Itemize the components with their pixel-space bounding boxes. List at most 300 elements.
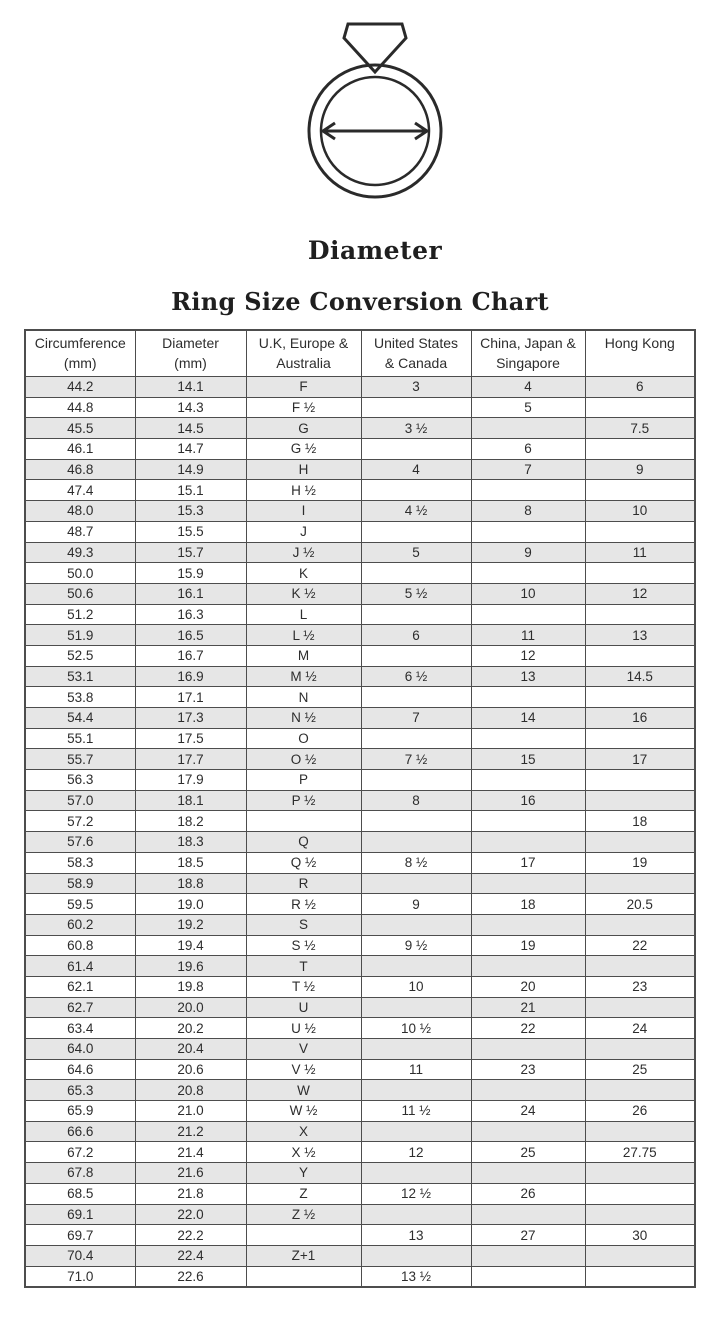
diameter-arrow-icon — [323, 123, 427, 139]
table-cell: N ½ — [246, 708, 361, 729]
table-cell — [361, 1121, 471, 1142]
table-cell: 24 — [585, 1018, 695, 1039]
table-cell: 6 ½ — [361, 666, 471, 687]
table-cell: 6 — [471, 439, 585, 460]
table-row — [25, 583, 695, 604]
table-row — [25, 687, 695, 708]
table-cell: 64.6 — [25, 1059, 135, 1080]
table-row — [25, 811, 695, 832]
table-cell — [246, 1225, 361, 1246]
table-cell — [585, 997, 695, 1018]
table-cell: 19 — [585, 852, 695, 873]
table-cell: 71.0 — [25, 1266, 135, 1287]
table-row — [25, 521, 695, 542]
table-cell — [585, 1204, 695, 1225]
table-cell: 64.0 — [25, 1039, 135, 1060]
ring-diagram — [255, 12, 495, 265]
table-cell — [471, 604, 585, 625]
table-cell: 10 — [471, 583, 585, 604]
table-cell: 4 ½ — [361, 501, 471, 522]
table-cell: 20.6 — [135, 1059, 246, 1080]
table-row — [25, 1204, 695, 1225]
table-cell: 21.4 — [135, 1142, 246, 1163]
table-cell: 16 — [585, 708, 695, 729]
table-row — [25, 935, 695, 956]
table-cell — [585, 914, 695, 935]
table-cell — [246, 811, 361, 832]
table-cell — [585, 1266, 695, 1287]
table-row — [25, 749, 695, 770]
table-cell: R — [246, 873, 361, 894]
table-cell: 67.2 — [25, 1142, 135, 1163]
table-cell: 55.1 — [25, 728, 135, 749]
table-row — [25, 1059, 695, 1080]
table-row — [25, 852, 695, 873]
table-row — [25, 563, 695, 584]
table-cell: 26 — [471, 1183, 585, 1204]
chart-title: Ring Size Conversion Chart — [171, 287, 549, 316]
table-cell: 46.8 — [25, 459, 135, 480]
table-cell: 18.5 — [135, 852, 246, 873]
table-cell: 20.5 — [585, 894, 695, 915]
table-cell: 4 — [361, 459, 471, 480]
table-cell: 21.8 — [135, 1183, 246, 1204]
table-row — [25, 790, 695, 811]
table-cell: 22.2 — [135, 1225, 246, 1246]
table-cell: 16.7 — [135, 645, 246, 666]
table-cell: 57.2 — [25, 811, 135, 832]
table-row — [25, 439, 695, 460]
table-cell: 59.5 — [25, 894, 135, 915]
table-cell: F — [246, 377, 361, 398]
table-cell: 17 — [471, 852, 585, 873]
table-cell — [471, 1080, 585, 1101]
table-cell: Z+1 — [246, 1245, 361, 1266]
table-cell: M — [246, 645, 361, 666]
table-cell: N — [246, 687, 361, 708]
table-cell: 14.5 — [135, 418, 246, 439]
table-cell — [585, 1039, 695, 1060]
table-cell — [361, 770, 471, 791]
table-cell: Q ½ — [246, 852, 361, 873]
table-cell: 13 — [361, 1225, 471, 1246]
table-cell: 23 — [471, 1059, 585, 1080]
table-cell: 22.4 — [135, 1245, 246, 1266]
table-cell: 20.2 — [135, 1018, 246, 1039]
table-cell: 48.0 — [25, 501, 135, 522]
table-row — [25, 1142, 695, 1163]
table-cell: 65.3 — [25, 1080, 135, 1101]
table-cell: 19.6 — [135, 956, 246, 977]
table-cell: 14.5 — [585, 666, 695, 687]
table-cell — [585, 770, 695, 791]
table-cell: 27 — [471, 1225, 585, 1246]
table-cell: R ½ — [246, 894, 361, 915]
table-cell: 23 — [585, 976, 695, 997]
table-cell: 69.1 — [25, 1204, 135, 1225]
table-row — [25, 1266, 695, 1287]
table-cell: 58.9 — [25, 873, 135, 894]
table-cell: M ½ — [246, 666, 361, 687]
table-row — [25, 1080, 695, 1101]
table-cell: 49.3 — [25, 542, 135, 563]
table-cell: 15 — [471, 749, 585, 770]
table-cell — [585, 645, 695, 666]
table-cell: 63.4 — [25, 1018, 135, 1039]
table-cell: 17.1 — [135, 687, 246, 708]
table-cell: 69.7 — [25, 1225, 135, 1246]
table-cell: 7 — [471, 459, 585, 480]
table-cell — [585, 563, 695, 584]
table-cell — [471, 563, 585, 584]
table-cell: W — [246, 1080, 361, 1101]
table-cell: 9 — [585, 459, 695, 480]
table-cell: 21.2 — [135, 1121, 246, 1142]
table-row — [25, 976, 695, 997]
table-cell: 18 — [585, 811, 695, 832]
table-cell: 57.0 — [25, 790, 135, 811]
table-cell — [585, 956, 695, 977]
table-cell: T ½ — [246, 976, 361, 997]
table-cell: W ½ — [246, 1101, 361, 1122]
table-cell — [471, 521, 585, 542]
table-cell — [585, 687, 695, 708]
table-cell — [471, 728, 585, 749]
table-cell: O — [246, 728, 361, 749]
table-row — [25, 956, 695, 977]
table-cell: U ½ — [246, 1018, 361, 1039]
table-cell — [471, 418, 585, 439]
table-row — [25, 1225, 695, 1246]
table-cell — [585, 832, 695, 853]
table-cell: 60.2 — [25, 914, 135, 935]
table-cell — [471, 1245, 585, 1266]
table-row — [25, 1183, 695, 1204]
table-cell — [361, 728, 471, 749]
table-cell — [585, 1183, 695, 1204]
table-cell: 12 — [471, 645, 585, 666]
table-cell: 25 — [585, 1059, 695, 1080]
table-cell: 22 — [585, 935, 695, 956]
table-cell — [361, 997, 471, 1018]
table-cell: 17.5 — [135, 728, 246, 749]
table-cell: 9 ½ — [361, 935, 471, 956]
table-cell: 24 — [471, 1101, 585, 1122]
table-cell: 27.75 — [585, 1142, 695, 1163]
table-cell: G — [246, 418, 361, 439]
table-row — [25, 1101, 695, 1122]
table-cell: X — [246, 1121, 361, 1142]
table-cell: 17.3 — [135, 708, 246, 729]
table-cell — [585, 1163, 695, 1184]
column-header: China, Japan & Singapore — [471, 330, 585, 377]
table-cell: 14.3 — [135, 397, 246, 418]
column-header: Diameter (mm) — [135, 330, 246, 377]
table-cell: 25 — [471, 1142, 585, 1163]
table-cell: 57.6 — [25, 832, 135, 853]
table-cell: 16.5 — [135, 625, 246, 646]
table-cell — [471, 1204, 585, 1225]
table-cell: 3 ½ — [361, 418, 471, 439]
table-cell: V ½ — [246, 1059, 361, 1080]
table-cell: 5 — [471, 397, 585, 418]
table-row — [25, 708, 695, 729]
table-cell: 8 ½ — [361, 852, 471, 873]
table-cell: 15.1 — [135, 480, 246, 501]
table-row — [25, 542, 695, 563]
table-cell: 50.0 — [25, 563, 135, 584]
table-row — [25, 666, 695, 687]
table-cell: P ½ — [246, 790, 361, 811]
table-cell: 20.8 — [135, 1080, 246, 1101]
table-cell: 17.9 — [135, 770, 246, 791]
table-cell: 15.3 — [135, 501, 246, 522]
table-cell — [361, 397, 471, 418]
table-cell — [585, 790, 695, 811]
ring-size-chart-page — [0, 12, 720, 1288]
table-cell: 12 — [361, 1142, 471, 1163]
table-cell — [361, 1204, 471, 1225]
table-cell: J — [246, 521, 361, 542]
table-cell: 68.5 — [25, 1183, 135, 1204]
table-cell: 5 ½ — [361, 583, 471, 604]
table-cell: Q — [246, 832, 361, 853]
table-cell: 21.0 — [135, 1101, 246, 1122]
table-cell: 11 — [585, 542, 695, 563]
table-row — [25, 377, 695, 398]
table-cell: 20.4 — [135, 1039, 246, 1060]
table-cell: 48.7 — [25, 521, 135, 542]
table-cell — [585, 1080, 695, 1101]
table-cell: 17.7 — [135, 749, 246, 770]
table-cell: 10 — [585, 501, 695, 522]
table-cell — [471, 873, 585, 894]
table-cell: 12 — [585, 583, 695, 604]
table-cell: K — [246, 563, 361, 584]
table-cell: S ½ — [246, 935, 361, 956]
table-cell: 18.2 — [135, 811, 246, 832]
table-cell: 14 — [471, 708, 585, 729]
table-cell: 52.5 — [25, 645, 135, 666]
table-cell — [585, 521, 695, 542]
table-cell: 8 — [471, 501, 585, 522]
table-cell: 16.9 — [135, 666, 246, 687]
table-cell: 56.3 — [25, 770, 135, 791]
table-cell: 19.8 — [135, 976, 246, 997]
table-cell: X ½ — [246, 1142, 361, 1163]
table-cell — [471, 1039, 585, 1060]
table-cell: 13 ½ — [361, 1266, 471, 1287]
ring-size-conversion-table — [24, 329, 696, 1288]
table-cell: 58.3 — [25, 852, 135, 873]
table-cell: 18.1 — [135, 790, 246, 811]
table-row — [25, 1245, 695, 1266]
table-cell — [471, 832, 585, 853]
table-cell — [585, 873, 695, 894]
table-cell — [585, 1121, 695, 1142]
table-cell: 15.9 — [135, 563, 246, 584]
table-cell: 5 — [361, 542, 471, 563]
table-cell: 51.9 — [25, 625, 135, 646]
table-cell: 70.4 — [25, 1245, 135, 1266]
table-cell: 22 — [471, 1018, 585, 1039]
table-cell: F ½ — [246, 397, 361, 418]
table-cell: Y — [246, 1163, 361, 1184]
table-cell: 18.3 — [135, 832, 246, 853]
table-cell: 21.6 — [135, 1163, 246, 1184]
table-cell: 18 — [471, 894, 585, 915]
table-cell: O ½ — [246, 749, 361, 770]
table-cell: 54.4 — [25, 708, 135, 729]
table-cell: J ½ — [246, 542, 361, 563]
table-cell: 14.7 — [135, 439, 246, 460]
table-row — [25, 1121, 695, 1142]
table-cell — [361, 832, 471, 853]
table-cell: S — [246, 914, 361, 935]
table-cell: 19 — [471, 935, 585, 956]
table-cell — [471, 687, 585, 708]
table-row — [25, 1039, 695, 1060]
table-cell: T — [246, 956, 361, 977]
table-cell — [471, 1121, 585, 1142]
table-cell — [361, 1039, 471, 1060]
table-cell: V — [246, 1039, 361, 1060]
table-cell: Z ½ — [246, 1204, 361, 1225]
table-cell: 55.7 — [25, 749, 135, 770]
table-cell: 20 — [471, 976, 585, 997]
table-cell: 61.4 — [25, 956, 135, 977]
table-row — [25, 997, 695, 1018]
table-row — [25, 1163, 695, 1184]
table-cell: P — [246, 770, 361, 791]
table-row — [25, 770, 695, 791]
table-cell — [471, 914, 585, 935]
table-cell: 22.6 — [135, 1266, 246, 1287]
table-cell: 16.3 — [135, 604, 246, 625]
table-cell — [361, 521, 471, 542]
table-cell: 19.2 — [135, 914, 246, 935]
table-cell: H ½ — [246, 480, 361, 501]
table-cell — [585, 604, 695, 625]
table-cell — [471, 1266, 585, 1287]
table-cell: 14.9 — [135, 459, 246, 480]
table-cell — [361, 873, 471, 894]
table-cell: 22.0 — [135, 1204, 246, 1225]
table-cell: 7.5 — [585, 418, 695, 439]
table-cell: L — [246, 604, 361, 625]
table-cell: 16.1 — [135, 583, 246, 604]
table-cell: 16 — [471, 790, 585, 811]
table-cell: Z — [246, 1183, 361, 1204]
ring-diameter-icon — [255, 12, 495, 207]
table-cell: 30 — [585, 1225, 695, 1246]
table-cell: 62.7 — [25, 997, 135, 1018]
table-cell: 50.6 — [25, 583, 135, 604]
table-cell — [361, 480, 471, 501]
table-cell: 65.9 — [25, 1101, 135, 1122]
diameter-label: Diameter — [307, 236, 443, 265]
table-cell — [246, 1266, 361, 1287]
table-cell: G ½ — [246, 439, 361, 460]
table-cell: 17 — [585, 749, 695, 770]
table-row — [25, 914, 695, 935]
table-cell: 66.6 — [25, 1121, 135, 1142]
table-cell — [585, 397, 695, 418]
table-cell: 4 — [471, 377, 585, 398]
table-cell: 19.4 — [135, 935, 246, 956]
table-cell — [471, 956, 585, 977]
table-cell: 3 — [361, 377, 471, 398]
table-cell — [361, 811, 471, 832]
table-cell — [361, 914, 471, 935]
table-cell — [471, 770, 585, 791]
table-row — [25, 418, 695, 439]
table-cell — [585, 1245, 695, 1266]
table-cell: 13 — [471, 666, 585, 687]
table-cell — [585, 480, 695, 501]
table-cell: U — [246, 997, 361, 1018]
table-cell — [585, 439, 695, 460]
column-header: United States & Canada — [361, 330, 471, 377]
table-cell: 18.8 — [135, 873, 246, 894]
table-cell: 6 — [361, 625, 471, 646]
table-cell — [471, 811, 585, 832]
table-row — [25, 459, 695, 480]
table-cell — [361, 1080, 471, 1101]
table-cell: 20.0 — [135, 997, 246, 1018]
table-cell: 53.8 — [25, 687, 135, 708]
table-cell — [361, 956, 471, 977]
table-row — [25, 645, 695, 666]
table-cell: 13 — [585, 625, 695, 646]
table-cell: H — [246, 459, 361, 480]
table-cell: 14.1 — [135, 377, 246, 398]
table-cell: 67.8 — [25, 1163, 135, 1184]
table-cell: 6 — [585, 377, 695, 398]
table-cell: 44.2 — [25, 377, 135, 398]
table-cell: 21 — [471, 997, 585, 1018]
table-cell: 11 — [361, 1059, 471, 1080]
table-cell — [361, 563, 471, 584]
table-row — [25, 604, 695, 625]
table-cell: I — [246, 501, 361, 522]
table-cell: 51.2 — [25, 604, 135, 625]
table-cell: 62.1 — [25, 976, 135, 997]
table-cell: 7 — [361, 708, 471, 729]
table-cell: 26 — [585, 1101, 695, 1122]
table-row — [25, 873, 695, 894]
table-row — [25, 832, 695, 853]
table-row — [25, 1018, 695, 1039]
table-cell: 10 — [361, 976, 471, 997]
table-cell — [471, 480, 585, 501]
table-cell — [361, 687, 471, 708]
table-cell: 11 — [471, 625, 585, 646]
table-row — [25, 894, 695, 915]
column-header: Hong Kong — [585, 330, 695, 377]
column-header: Circumference (mm) — [25, 330, 135, 377]
column-header: U.K, Europe & Australia — [246, 330, 361, 377]
table-row — [25, 501, 695, 522]
table-cell: 46.1 — [25, 439, 135, 460]
table-cell: 9 — [361, 894, 471, 915]
table-cell: 15.5 — [135, 521, 246, 542]
table-cell: 10 ½ — [361, 1018, 471, 1039]
table-cell: 12 ½ — [361, 1183, 471, 1204]
table-cell — [585, 728, 695, 749]
table-cell: 53.1 — [25, 666, 135, 687]
table-row — [25, 728, 695, 749]
